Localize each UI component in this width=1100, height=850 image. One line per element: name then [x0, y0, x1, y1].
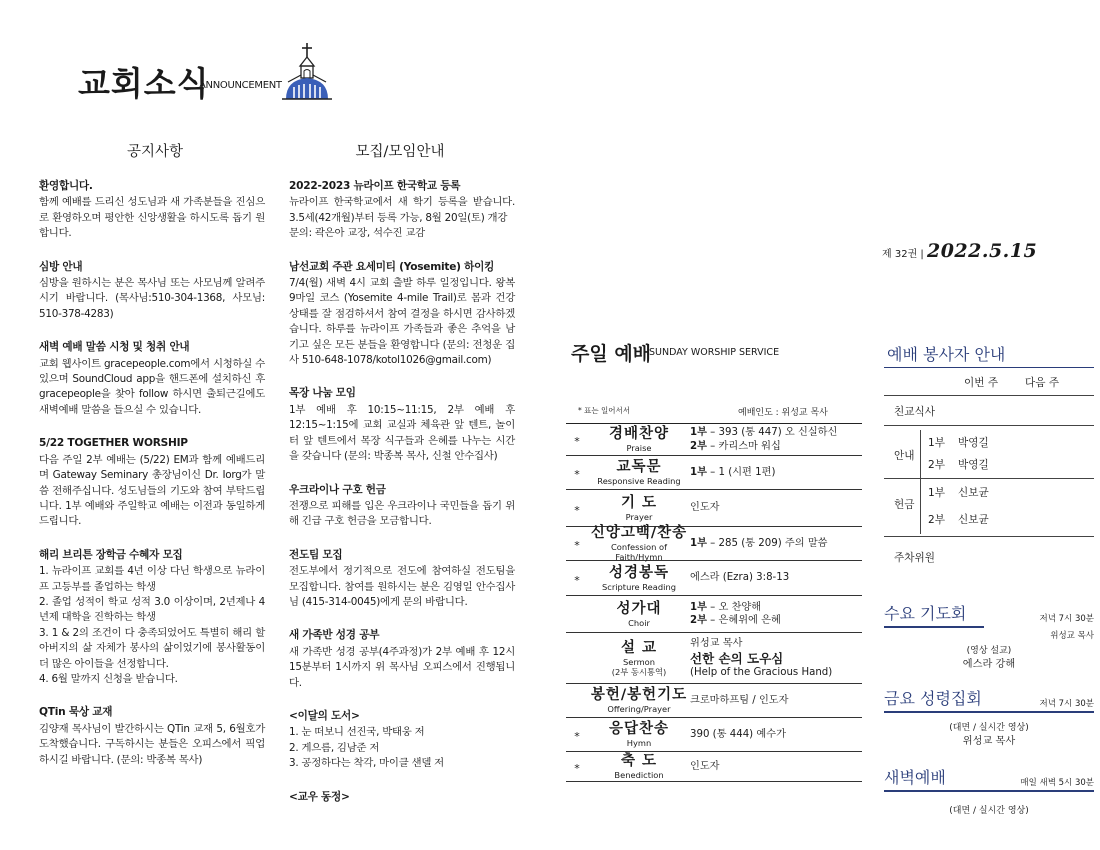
- dawn-title: 새벽예배: [884, 768, 946, 787]
- gatherings-heading: 모집/모임안내: [355, 144, 445, 160]
- worship-order-row: [566, 684, 862, 718]
- worship-element: [588, 753, 690, 780]
- page-title: 교회소식: [78, 64, 210, 103]
- issue-info: [882, 240, 1037, 262]
- gathering-item: [289, 386, 515, 464]
- worship-element-korean: 봉헌/봉헌기도: [590, 687, 688, 703]
- gathering-item: [289, 179, 515, 242]
- notice-title: 5/22 TOGETHER WORSHIP: [39, 437, 188, 450]
- worship-element-korean: 응답찬송: [608, 721, 670, 737]
- gathering-body: 뉴라이프 한국학교에서 새 학기 등록을 받습니다. 3.5세(42개월)부터 등록 가능, 8월 20일(토) 개강 문의: 곽은아 교장, 석수진 교감: [289, 196, 515, 240]
- worship-element: [588, 459, 690, 486]
- gathering-body: 전도부에서 정기적으로 전도에 참여하실 전도팀을 모집합니다. 참여를 원하시는 분은 김영일 안수집사님 (415-314-0045)에게 문의 바랍니다.: [289, 565, 515, 608]
- notice-title: QTin 묵상 교재: [39, 706, 113, 719]
- worship-detail-line: 선한 손의 도우심: [690, 650, 784, 666]
- gathering-item: [289, 260, 515, 369]
- worship-detail: [690, 637, 862, 679]
- worship-detail-line: 1부 – 393 (통 447) 오 신실하신: [690, 427, 838, 438]
- gathering-item: [289, 483, 515, 530]
- worship-element-korean: 기 도: [620, 494, 658, 511]
- usher-name: 박영길: [958, 437, 989, 449]
- offering-name: 신보균: [958, 487, 989, 499]
- notice-item: [39, 548, 265, 688]
- offering-service: 2부: [928, 514, 945, 526]
- issue-date: 2022.5.15: [926, 240, 1038, 262]
- worship-element-korean: 경배찬양: [608, 426, 670, 442]
- dawn-section: [884, 765, 1094, 818]
- dawn-mode: (대면 / 실시간 영상): [949, 805, 1029, 816]
- issue-label: 제 32권 |: [882, 249, 924, 260]
- order-of-worship: [566, 423, 862, 782]
- parking-label: 주차위원: [894, 552, 935, 564]
- standing-marker: *: [574, 503, 580, 517]
- gathering-body: 새 가족반 성경 공부(4주과정)가 2부 예배 후 12시 15분부터 1시까지 위 목사님 오피스에서 진행됩니다.: [289, 645, 515, 689]
- standing-marker: *: [574, 573, 580, 587]
- worship-detail-line: 위성교 목사: [690, 638, 743, 649]
- wednesday-mode: (영상 설교): [966, 645, 1012, 656]
- worship-leader: 예배인도 : 위성교 목사: [738, 408, 828, 418]
- gathering-title: 우크라이나 구호 헌금: [289, 483, 386, 496]
- wednesday-section: [884, 601, 1094, 672]
- standing-marker: *: [574, 762, 580, 775]
- gathering-body: 1. 눈 떠보니 선진국, 박태웅 저 2. 게으름, 김남준 저 3. 공정하다는 착각, 마이클 샌델 저: [289, 726, 444, 770]
- usher-service: 2부: [928, 459, 945, 471]
- worship-order-row: [566, 424, 862, 456]
- friday-section: [884, 686, 1094, 749]
- wednesday-title: 수요 기도회: [884, 604, 967, 623]
- notices-column: [39, 179, 265, 784]
- notice-body: 함께 예배를 드리신 성도님과 새 가족분들을 진심으로 환영하오며 평안한 신앙생활을 하시도록 돕기 원합니다.: [39, 196, 265, 240]
- worship-detail: [690, 694, 862, 708]
- worship-detail: [690, 501, 862, 515]
- standing-marker: *: [574, 468, 580, 481]
- worship-detail-line: 2부 – 카리스마 워십: [690, 440, 781, 452]
- notice-body: 심방을 원하시는 분은 목사님 또는 사모님께 알려주시기 바랍니다. (목사님:510-304-1368, 사모님: 510-378-4283): [39, 277, 265, 320]
- worship-element-english: Responsive Reading: [597, 476, 681, 486]
- gathering-title: 목장 나눔 모임: [289, 387, 356, 400]
- worship-element: [588, 687, 690, 714]
- friday-time: 저녁 7시 30분: [1039, 699, 1094, 709]
- notice-body: 교회 웹사이트 gracepeople.com에서 시청하실 수 있으며 SoundCloud app을 핸드폰에 설치하신 후 gracepeople을 찾아 follow 하시면 출퇴근길에도 새벽예배 말씀을 들으실 수 있습니다.: [39, 357, 265, 416]
- worship-detail-line: (Help of the Gracious Hand): [690, 666, 833, 678]
- service-subtitle: SUNDAY WORSHIP SERVICE: [649, 347, 780, 358]
- worship-order-row: [566, 633, 862, 684]
- offering-label: 헌금: [894, 499, 915, 511]
- worship-order-row: [566, 752, 862, 782]
- worship-element-english: Hymn: [626, 738, 652, 748]
- standing-marker: *: [574, 539, 580, 552]
- notice-title: 환영합니다.: [39, 180, 93, 192]
- usher-name: 박영길: [958, 459, 989, 471]
- wednesday-leader: 위성교 목사: [1050, 630, 1094, 641]
- gathering-title: <이달의 도서>: [289, 709, 360, 722]
- standing-marker: *: [574, 730, 580, 743]
- worship-element-english: Offering/Prayer: [607, 704, 671, 714]
- gathering-title: 2022-2023 뉴라이프 한국학교 등록: [289, 180, 461, 192]
- worship-element-korean: 신앙고백/찬송: [590, 525, 688, 541]
- gathering-body: 7/4(월) 새벽 4시 교회 출발 하루 일정입니다. 왕복 9마일 코스 (Yosemite 4-mile Trail)로 몸과 건강 상태를 잘 점검하셔서 참여 결정을 하시면 감사하겠습니다. 하루를 뉴라이프 가족들과 좋은 추억을 남기고 싶은 모든 분들을 환영합니다 (문의: 전청운 집사 510-648-1078/kotol1026@gmail.com): [289, 277, 515, 367]
- worship-detail-line: 390 (통 444) 예수가: [690, 728, 786, 740]
- worship-order-row: [566, 596, 862, 633]
- church-logo-icon: [282, 42, 332, 100]
- gathering-title: 전도팀 모집: [289, 548, 343, 561]
- standing-marker: *: [574, 435, 580, 448]
- notice-title: 해리 브리튼 장학금 수혜자 모집: [39, 548, 183, 561]
- next-week-header: 다음 주: [1025, 377, 1060, 389]
- worship-detail-line: 1부 – 285 (통 209) 주의 말씀: [690, 537, 828, 549]
- offering-name: 신보균: [958, 514, 989, 526]
- worship-detail-line: 크로마하프팀 / 인도자: [690, 694, 789, 706]
- page-subtitle: ANNOUNCEMENT: [199, 80, 282, 91]
- worship-detail: [690, 571, 862, 585]
- worship-element: [588, 426, 690, 453]
- notice-item: [39, 340, 265, 418]
- worship-detail: [690, 728, 862, 742]
- notice-item: [39, 179, 265, 242]
- worship-element: [588, 495, 690, 522]
- worship-element-english: Confession of Faith/Hymn: [610, 542, 668, 562]
- notices-heading: 공지사항: [126, 144, 184, 160]
- worship-detail-line: 1부 – 1 (시편 1편): [690, 466, 776, 478]
- worship-detail-line: 인도자: [690, 760, 720, 772]
- volunteers-table: [884, 367, 1094, 577]
- worship-detail-line: 에스라 (Ezra) 3:8-13: [690, 572, 790, 584]
- worship-element-english: Prayer: [625, 511, 653, 522]
- worship-element: [588, 525, 690, 562]
- worship-element: [588, 640, 690, 677]
- worship-element: [588, 601, 690, 628]
- service-title: 주일 예배: [571, 343, 652, 365]
- notice-body: 김양재 목사님이 발간하시는 QTin 교재 5, 6월호가 도착했습니다. 구독하시는 분들은 오피스에서 픽업하시길 바랍니다. (문의: 박종복 목사): [39, 722, 265, 766]
- friday-mode: (대면 / 실시간 영상): [949, 722, 1029, 733]
- worship-element-korean: 성가대: [616, 600, 662, 617]
- greeter-label: 친교식사: [894, 406, 935, 418]
- gathering-title: 새 가족반 성경 공부: [289, 629, 380, 642]
- wednesday-topic: 에스라 강해: [962, 658, 1016, 670]
- worship-element: [588, 721, 690, 748]
- worship-detail: [690, 760, 862, 774]
- notice-body: 1. 뉴라이프 교회를 4년 이상 다닌 학생으로 뉴라이프 고등부를 졸업하는 학생 2. 졸업 성적이 학교 성적 3.0 이상이며, 2년제나 4년제 대학을 진학하는 학생 3. 1 & 2의 조건이 다 충족되었어도 특별히 해리 할아버지의 삶 자체가 봉사의 삶이었기에 봉사활동이 더 많은 아이들을 선정합니다. 4. 6월 말까지 신청을 받습니다.: [39, 565, 265, 685]
- gathering-item: [289, 628, 515, 691]
- gathering-title: 남선교회 주관 요세미티 (Yosemite) 하이킹: [289, 260, 495, 273]
- notice-title: 심방 안내: [39, 260, 83, 273]
- worship-element-english: Praise: [626, 443, 652, 453]
- worship-order-row: [566, 527, 862, 561]
- friday-title: 금요 성령집회: [884, 689, 982, 708]
- notice-item: [39, 705, 265, 768]
- volunteers-title: 예배 봉사자 안내: [887, 345, 1006, 364]
- worship-element-korean: 성경봉독: [608, 564, 670, 581]
- worship-element-english: Benediction: [614, 770, 664, 780]
- this-week-header: 이번 주: [964, 377, 999, 389]
- standing-marker: [566, 656, 588, 660]
- notice-title: 새벽 예배 말씀 시청 및 청취 안내: [39, 341, 190, 354]
- worship-element-english: Scripture Reading: [602, 581, 676, 592]
- worship-detail: [690, 537, 862, 551]
- standing-note: * 표는 일어서서: [578, 406, 630, 415]
- gathering-body: 1부 예배 후 10:15~11:15, 2부 예배 후 12:15~1:15에 교회 교실과 체육관 앞 텐트, 놀이터 앞 텐트에서 목장 식구들과 은혜를 나누는 시간을 갖습니다 (문의: 박종복 목사, 신철 안수집사): [289, 403, 515, 463]
- notice-body: 다음 주일 2부 예배는 (5/22) EM과 함께 예배드리며 Gateway Seminary 총장님이신 Dr. Iorg가 말씀 전해주십니다. 성도님들의 기도와 참여 부탁드립니다. 1부 예배와 주일학교 예배는 이전과 동일하게 드립니다.: [39, 453, 265, 528]
- interpretation-note: (2부 동시통역): [611, 666, 667, 677]
- worship-element-english: Choir: [628, 617, 650, 628]
- usher-service: 1부: [928, 437, 945, 449]
- wednesday-time: 저녁 7시 30분: [1039, 614, 1094, 624]
- worship-order-row: [566, 456, 862, 490]
- gathering-body: 전쟁으로 피해를 입은 우크라이나 국민들을 돕기 위해 긴급 구호 헌금을 모금합니다.: [289, 499, 515, 528]
- worship-element-korean: 축 도: [620, 753, 658, 769]
- worship-detail-line: 2부 – 은혜위에 은혜: [690, 615, 781, 626]
- gathering-item: [289, 548, 515, 611]
- worship-element-korean: 교독문: [616, 459, 662, 475]
- worship-element-korean: 설 교: [620, 639, 658, 656]
- worship-detail-line: 1부 – 오 찬양해: [690, 601, 762, 613]
- worship-order-row: [566, 561, 862, 596]
- worship-order-row: [566, 718, 862, 752]
- worship-element-english: Sermon: [622, 656, 656, 667]
- worship-detail: [690, 426, 862, 453]
- worship-detail-line: 인도자: [690, 502, 720, 514]
- worship-element: [588, 565, 690, 592]
- dawn-time: 매일 새벽 5시 30분: [1020, 778, 1094, 788]
- gathering-item: [289, 709, 515, 772]
- standing-marker: [566, 699, 588, 703]
- gathering-item: [289, 790, 515, 805]
- worship-detail: [690, 601, 862, 628]
- worship-order-row: [566, 490, 862, 527]
- usher-label: 안내: [894, 450, 915, 462]
- gathering-title: <교우 동정>: [289, 790, 350, 803]
- offering-service: 1부: [928, 487, 945, 499]
- worship-detail: [690, 466, 862, 480]
- notice-item: [39, 260, 265, 323]
- gatherings-column: [289, 179, 515, 821]
- notice-item: [39, 436, 265, 529]
- standing-marker: [566, 612, 588, 616]
- friday-leader: 위성교 목사: [962, 735, 1016, 747]
